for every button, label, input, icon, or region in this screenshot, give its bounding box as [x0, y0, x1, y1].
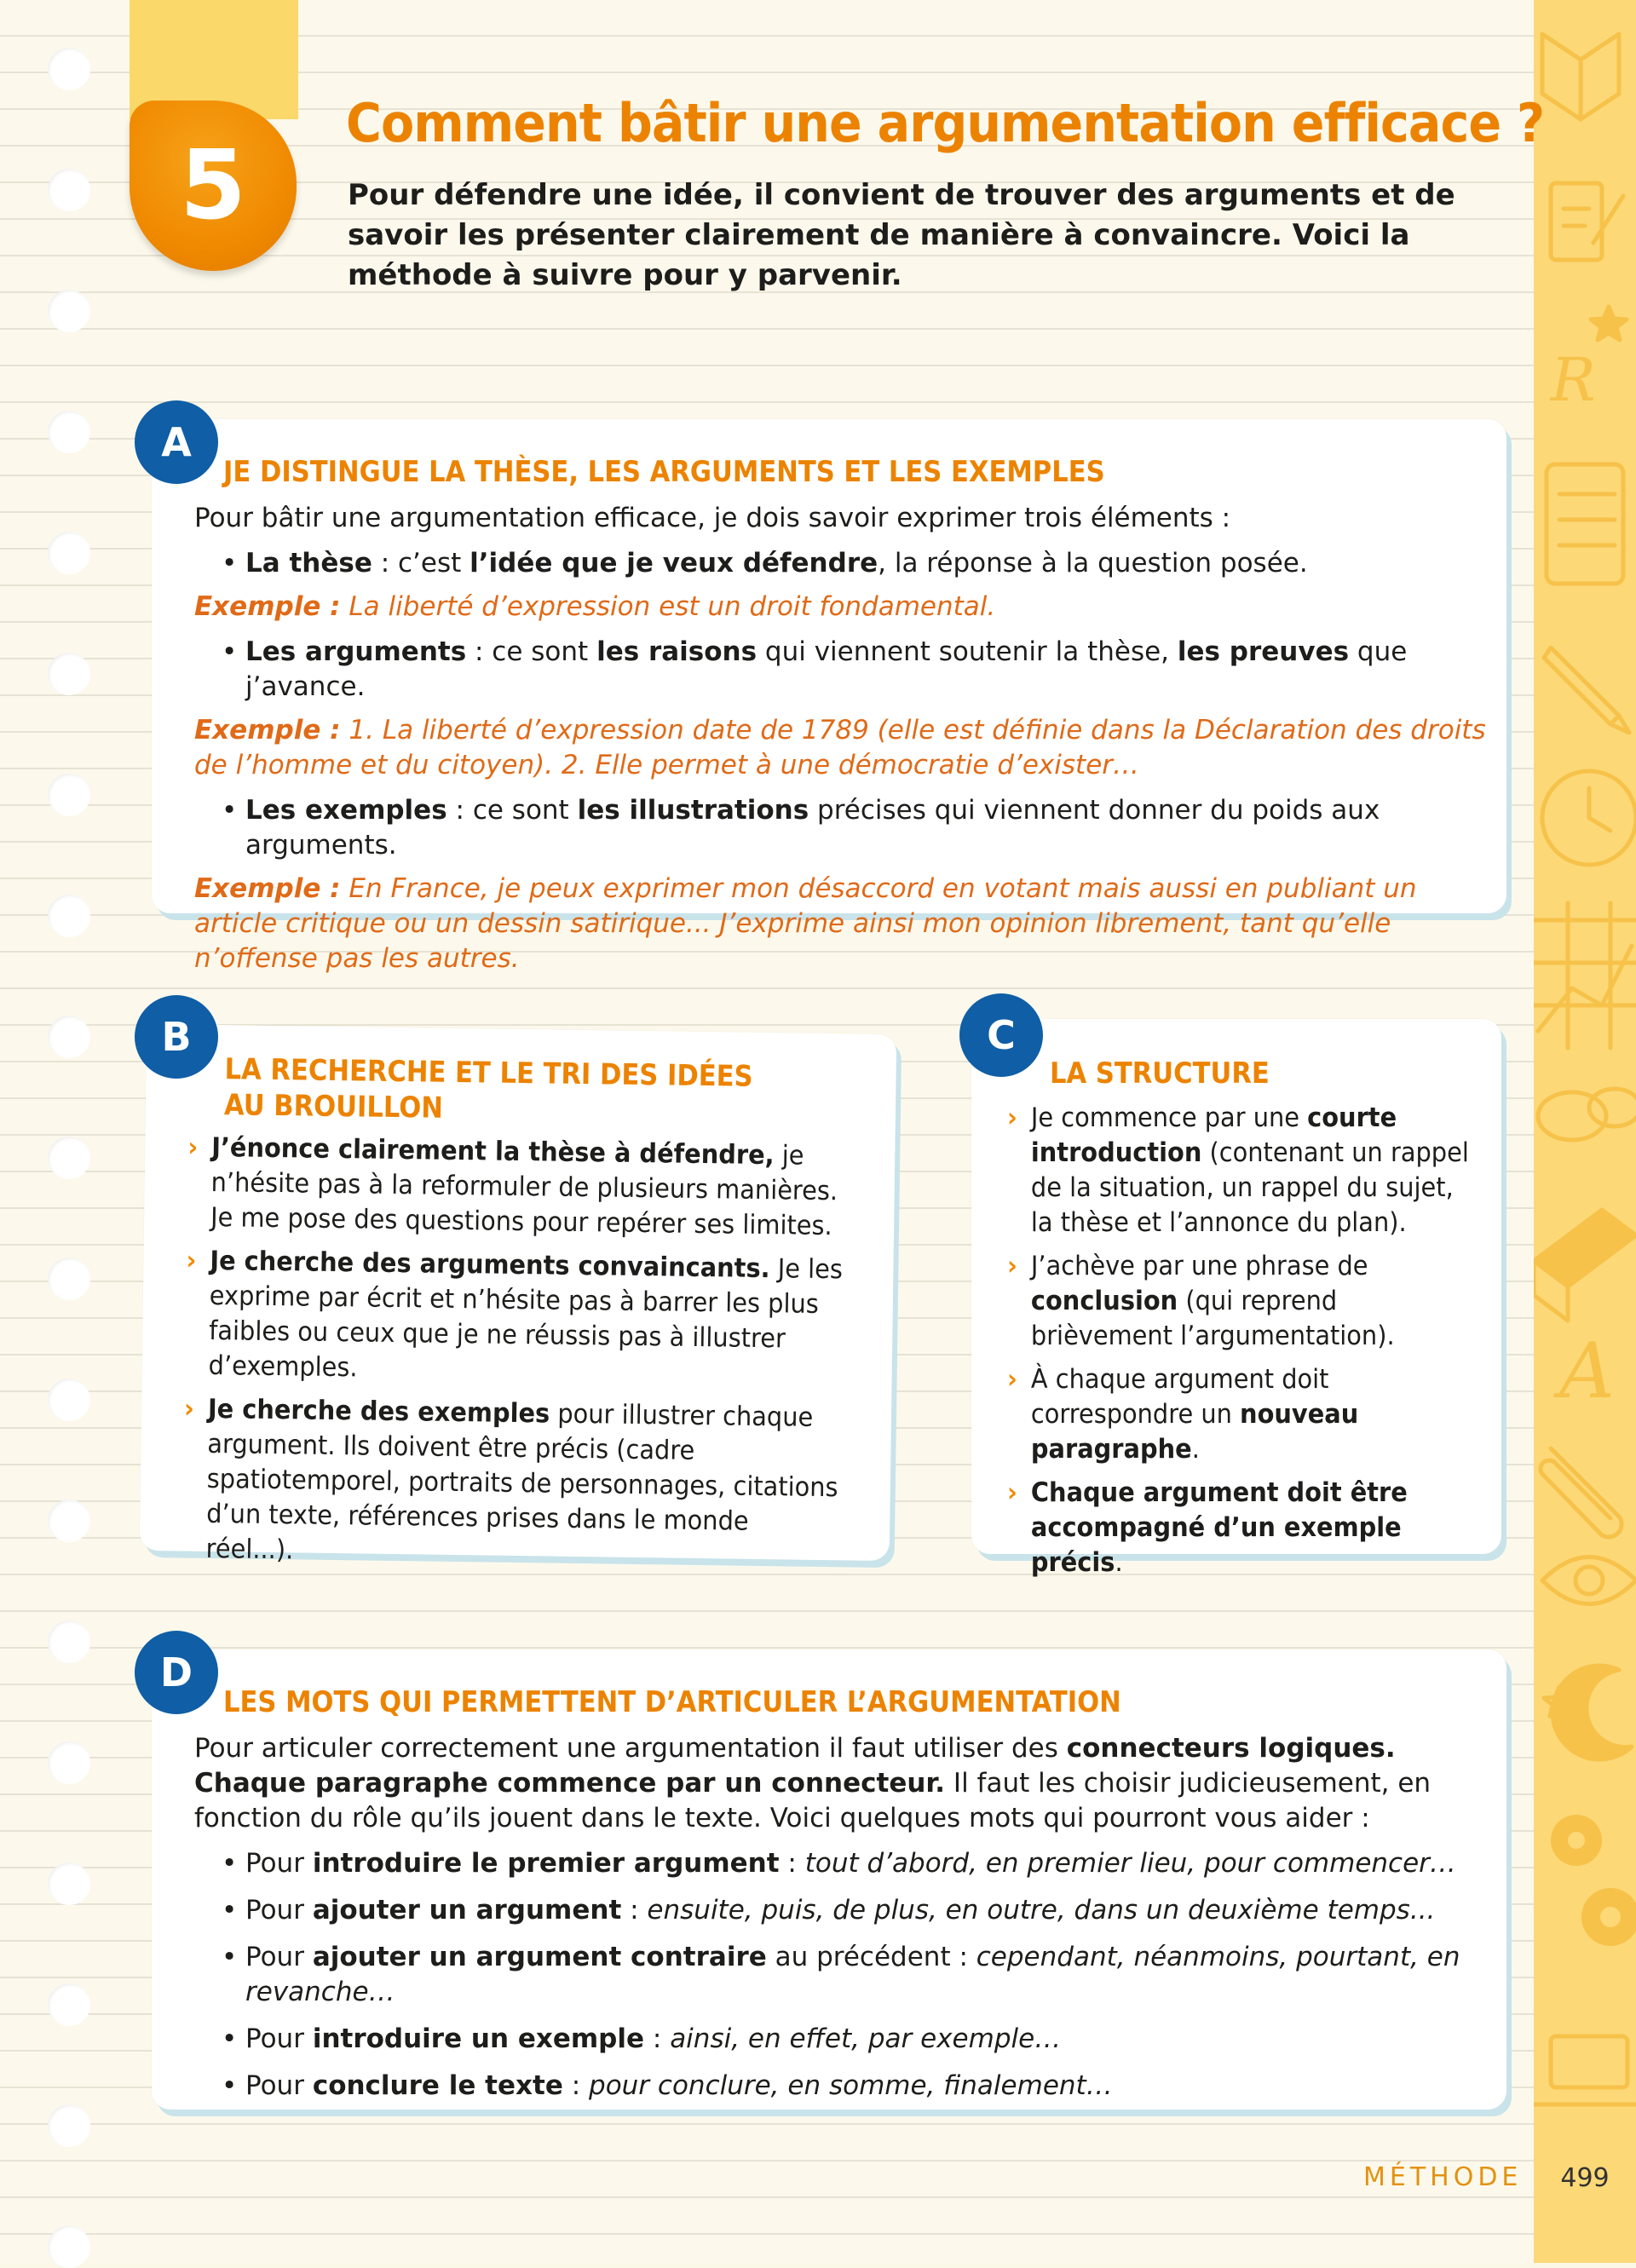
item-text: qui viennent soutenir la thèse,: [757, 636, 1178, 667]
section-d-item: [220, 1940, 1489, 2010]
section-b-title-line1: LA RECHERCHE ET LE TRI DES IDÉES: [224, 1052, 753, 1094]
binder-hole: [48, 774, 90, 816]
chevron-right-icon: ›: [1007, 1477, 1017, 1508]
book-icon: [1542, 34, 1619, 119]
chevron-right-icon: ›: [186, 1245, 197, 1276]
item-text: , la réponse à la question posée.: [878, 548, 1308, 579]
section-a-card: [152, 419, 1506, 974]
section-b-letter-badge: B: [135, 995, 218, 1079]
chevron-right-icon: ›: [1007, 1102, 1017, 1133]
item-term: l’idée que je veux défendre: [469, 548, 878, 579]
footer-method-label: MÉTHODE: [1363, 2162, 1523, 2192]
star-icon: [1591, 307, 1627, 340]
eye-icon: [1542, 1557, 1636, 1604]
binder-hole: [48, 1620, 90, 1663]
item-text: Je les exprime par écrit et n’hésite pas à barrer les plus faibles ou ceux que je ne réussis pas à illustrer d’exemples.: [208, 1253, 844, 1384]
section-d-item: [220, 1846, 1489, 1881]
item-prefix: Pour: [245, 1942, 313, 1972]
chevron-right-icon: ›: [187, 1131, 199, 1163]
example-label: Exemple :: [194, 715, 341, 745]
page-title: Comment bâtir une argumentation efficace ?: [346, 92, 1545, 154]
item-connectors: ainsi, en effet, par exemple…: [670, 2023, 1062, 2054]
item-text: pour illustrer chaque argument. Ils doivent être précis (cadre spatiotemporel, portraits de personnages, citations d’un texte, références prises dans le monde réel...).: [205, 1398, 838, 1566]
item-prefix: Pour: [245, 1848, 313, 1879]
section-a-title: JE DISTINGUE LA THÈSE, LES ARGUMENTS ET LES EXEMPLES: [223, 455, 1105, 489]
item-term: les illustrations: [577, 795, 809, 826]
item-connectors: ensuite, puis, de plus, en outre, dans un deuxième temps...: [647, 1895, 1436, 1925]
item-bold: courte introduction: [1030, 1102, 1397, 1168]
item-connectors: tout d’abord, en premier lieu, pour commencer…: [804, 1848, 1456, 1879]
item-text: À chaque argument doit correspondre un: [1030, 1364, 1329, 1430]
binder-holes: [48, 48, 90, 2263]
letter-a-icon: A: [1559, 1327, 1615, 1416]
item-text: précises qui viennent donner du poids aux arguments.: [245, 795, 1380, 861]
item-text: que j’avance.: [245, 636, 1408, 702]
item-separator: :: [562, 2070, 590, 2101]
item-connectors: pour conclure, en somme, finalement…: [589, 2070, 1113, 2101]
item-separator: :: [779, 1848, 805, 1879]
section-c-item: [1007, 1101, 1483, 1240]
section-b-item: [184, 1244, 844, 1393]
section-a-item: [220, 546, 1489, 581]
decorative-side-band: [1534, 0, 1636, 2263]
section-b-item: [181, 1392, 842, 1576]
section-b-item: [187, 1131, 846, 1245]
section-a-example: [194, 872, 1489, 976]
binder-hole: [48, 1983, 90, 2026]
binder-hole: [48, 532, 90, 574]
chevron-right-icon: ›: [1007, 1251, 1017, 1281]
lead-text-end: Il faut les choisir judicieusement, en fonction du rôle qu’ils jouent dans le texte. Voici quelques mots qui pourront vous aider :: [194, 1768, 1432, 1833]
item-text-end: (contenant un rappel de la situation, un rappel du sujet, la thèse et l’annonce du plan).: [1030, 1137, 1469, 1238]
letter-r-icon: R: [1551, 345, 1596, 415]
example-label: Exemple :: [194, 591, 341, 622]
speech-bubbles-icon: [1538, 1089, 1636, 1140]
binder-hole: [48, 653, 90, 695]
section-d-letter-badge: D: [135, 1631, 218, 1714]
item-bold: conclusion: [1030, 1286, 1178, 1316]
binder-hole: [48, 1862, 90, 1905]
lead-text: Pour articuler correctement une argumentation il faut utiliser des: [194, 1733, 1067, 1764]
notepad-icon: [1551, 183, 1623, 260]
section-d-lead: [194, 1731, 1489, 1836]
item-text-end: .: [1115, 1547, 1123, 1578]
item-term: La thèse: [245, 548, 372, 579]
item-text: J’achève par une phrase de: [1030, 1251, 1368, 1281]
section-d-item: [220, 1893, 1489, 1928]
section-b-title-line2: AU BROUILLON: [223, 1088, 444, 1125]
item-term: Les exemples: [245, 795, 447, 826]
item-bold: conclure le texte: [312, 2070, 563, 2101]
binder-hole: [48, 1741, 90, 1784]
item-separator: au précédent :: [766, 1942, 976, 1972]
item-text: : c’est: [372, 548, 470, 579]
binder-hole: [48, 169, 90, 211]
graph-icon: [1534, 903, 1636, 1048]
item-text: : ce sont: [466, 636, 597, 667]
item-text: je n’hésite pas à la reformuler de plusieurs manières. Je me pose des questions pour repérer ses limites.: [210, 1140, 838, 1242]
lesson-number-badge: 5: [130, 101, 297, 271]
section-a-body: [194, 501, 1489, 987]
laptop-icon: [1534, 2036, 1636, 2104]
binder-hole: [48, 2225, 90, 2268]
section-d-card: [152, 1649, 1506, 2110]
example-text: 1. La liberté d’expression date de 1789 (elle est définie dans la Déclaration des droits de l’homme et du citoyen). 2. Elle permet à une démocratie d’exister…: [194, 715, 1486, 780]
doodle-icons: [1534, 0, 1636, 2263]
item-text: : ce sont: [446, 795, 578, 826]
binder-hole: [48, 2104, 90, 2147]
item-bold: Chaque argument doit être accompagné d’un exemple précis: [1030, 1477, 1408, 1578]
item-bold: Je cherche des exemples: [207, 1393, 550, 1430]
section-a-example: [194, 590, 1489, 625]
item-bold: introduire un exemple: [312, 2023, 645, 2054]
section-c-title: LA STRUCTURE: [1050, 1056, 1270, 1091]
section-d-item: [220, 2069, 1489, 2104]
item-bold: ajouter un argument contraire: [312, 1942, 767, 1972]
binder-hole: [48, 895, 90, 937]
ledger-icon: [1547, 464, 1623, 584]
gears-icon: [1551, 1815, 1636, 1946]
section-a-item: [220, 793, 1489, 863]
binder-hole: [48, 1137, 90, 1179]
intro-paragraph: Pour défendre une idée, il convient de trouver des arguments et de savoir les présenter clairement de manière à convaincre. Voici la méthode à suivre pour y parvenir.: [348, 178, 1455, 292]
example-text: En France, je peux exprimer mon désaccord en votant mais aussi en publiant un article critique ou un dessin satirique... J’exprime ainsi mon opinion librement, tant qu’elle n’offense pas les autres.: [194, 873, 1417, 974]
item-separator: :: [644, 2023, 671, 2054]
example-text: La liberté d’expression est un droit fondamental.: [340, 591, 996, 622]
binder-hole: [48, 1500, 90, 1542]
binder-hole: [48, 1258, 90, 1300]
chevron-right-icon: ›: [183, 1393, 195, 1425]
section-d-item: [220, 2022, 1489, 2057]
section-c-item: [1007, 1476, 1483, 1580]
section-a-lead: Pour bâtir une argumentation efficace, je dois savoir exprimer trois éléments :: [194, 503, 1231, 533]
section-c-item: [1007, 1362, 1483, 1467]
section-a-letter-badge: A: [135, 400, 218, 484]
item-prefix: Pour: [245, 1895, 313, 1925]
section-d-title: LES MOTS QUI PERMETTENT D’ARTICULER L’ARGUMENTATION: [223, 1685, 1121, 1719]
section-c-card: [971, 1019, 1501, 1578]
item-prefix: Pour: [245, 2023, 313, 2054]
example-label: Exemple :: [194, 873, 341, 904]
item-bold: nouveau paragraphe: [1030, 1399, 1359, 1465]
binder-hole: [48, 48, 90, 90]
section-a-example: [194, 713, 1489, 783]
item-bold: introduire le premier argument: [312, 1848, 780, 1879]
item-bold: J’énonce clairement la thèse à défendre,: [210, 1131, 775, 1171]
item-term: les preuves: [1177, 636, 1350, 667]
item-connectors: cependant, néanmoins, pourtant, en revanche…: [245, 1942, 1460, 2007]
section-c-item: [1007, 1249, 1483, 1354]
binder-hole: [48, 1379, 90, 1421]
item-term: Les arguments: [245, 636, 467, 667]
pen-icon: [1544, 648, 1629, 733]
section-a-item: [220, 635, 1489, 705]
binder-hole: [48, 1016, 90, 1058]
item-separator: :: [621, 1895, 648, 1925]
section-b-list: [181, 1131, 845, 1585]
page-number: 499: [1560, 2162, 1610, 2193]
item-text: Je commence par une: [1030, 1102, 1308, 1133]
closed-book-icon: [1534, 1210, 1636, 1321]
section-b-card: [140, 1024, 897, 1566]
section-c-list: [1007, 1101, 1483, 1589]
binder-hole: [48, 411, 90, 453]
item-text-end: .: [1191, 1434, 1200, 1465]
section-c-letter-badge: C: [959, 993, 1043, 1077]
item-prefix: Pour: [245, 2070, 313, 2101]
paperclip-icon: [1541, 1448, 1622, 1537]
binder-hole: [48, 290, 90, 332]
lead-bold: connecteurs logiques. Chaque paragraphe commence par un connecteur.: [194, 1733, 1396, 1799]
clock-icon: [1542, 771, 1636, 865]
item-bold: Je cherche des arguments convaincants.: [210, 1245, 770, 1285]
item-bold: ajouter un argument: [312, 1895, 622, 1925]
chevron-right-icon: ›: [1007, 1364, 1017, 1395]
item-term: les raisons: [596, 636, 758, 667]
section-d-body: [194, 1731, 1489, 2115]
item-text-end: (qui reprend brièvement l’argumentation).: [1030, 1286, 1395, 1351]
